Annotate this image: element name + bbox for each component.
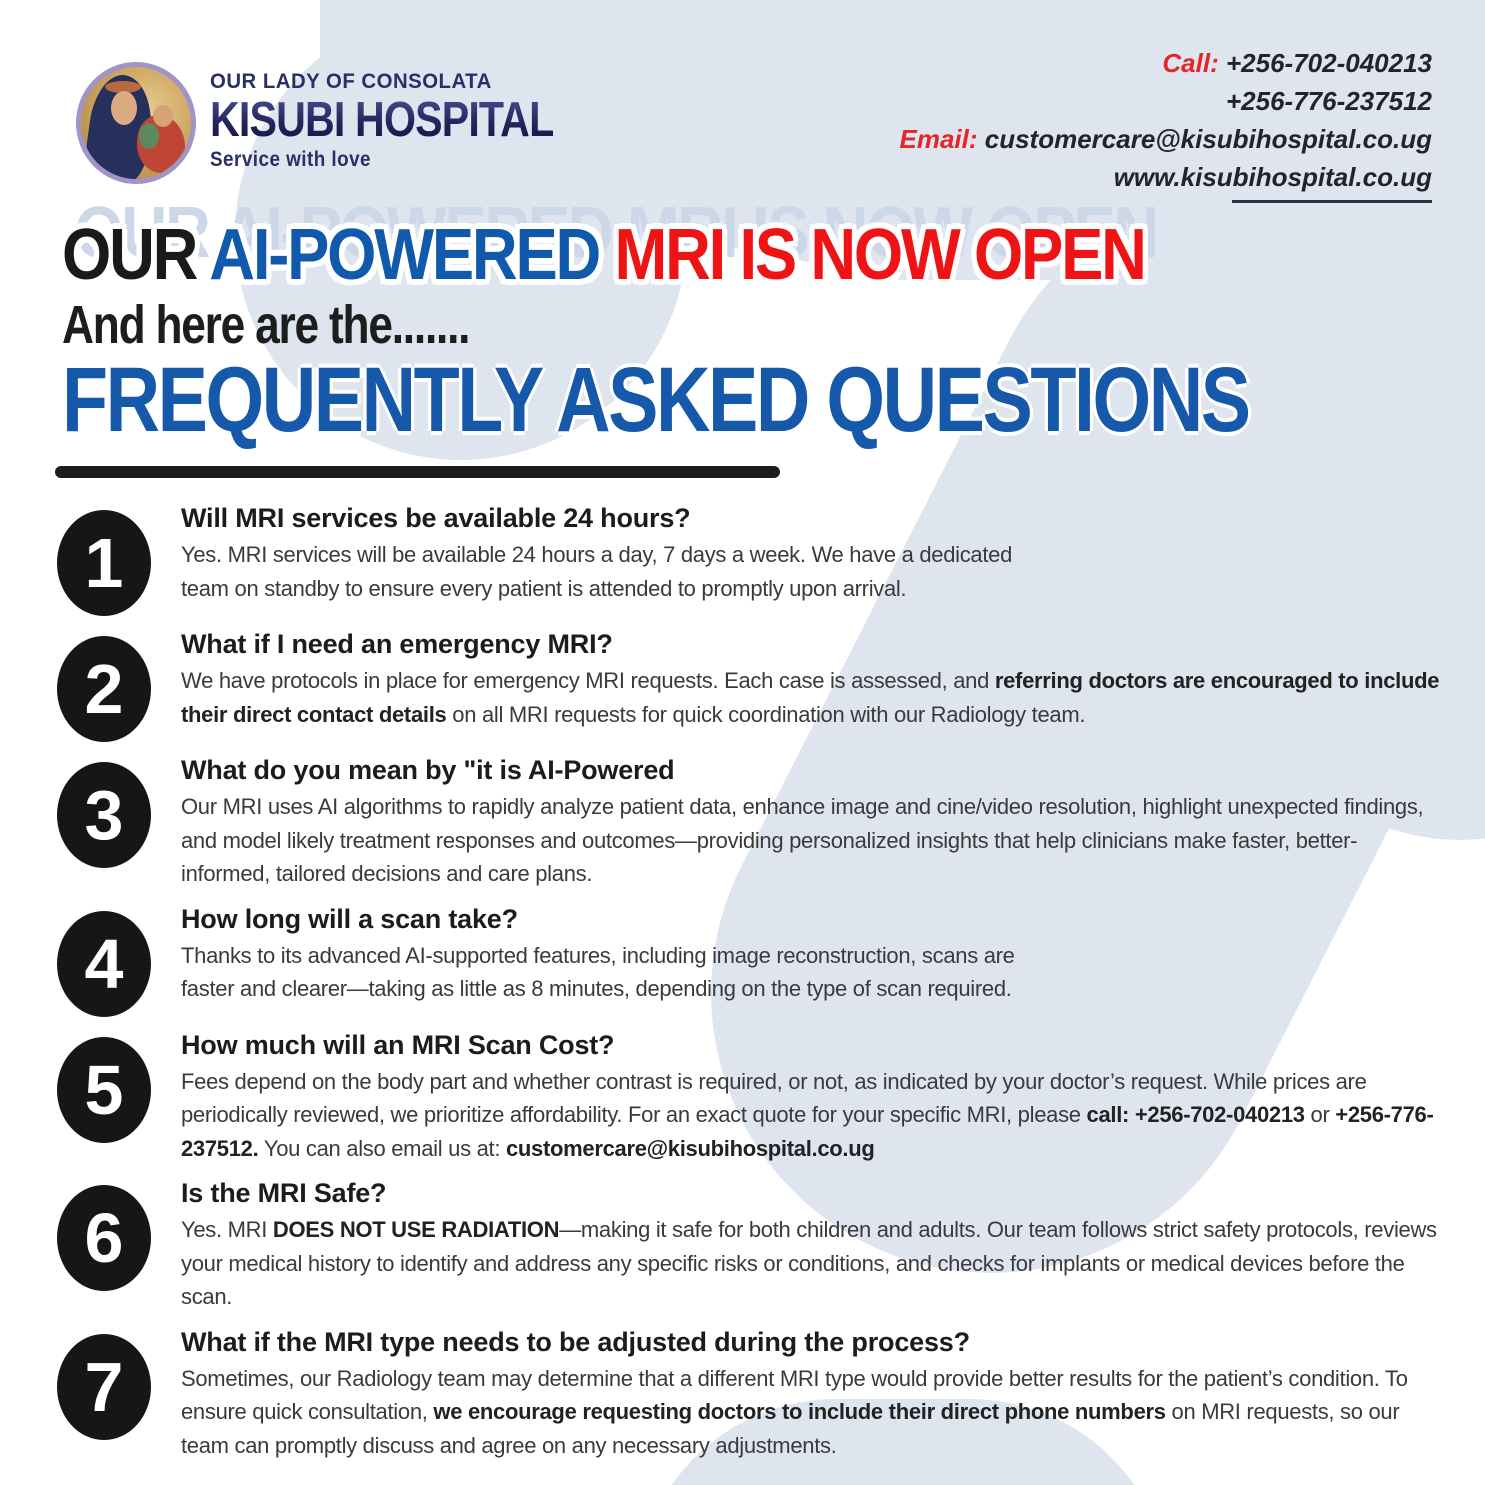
faq-number-badge: 4 [57, 911, 151, 1017]
phone-number-1: +256-702-040213 [1225, 48, 1432, 78]
page-title-faq: FREQUENTLY ASKED QUESTIONS [62, 349, 1249, 451]
headline-line-2: And here are the....... [62, 295, 470, 355]
contact-phone-line-1 [899, 44, 1432, 82]
logo-subtitle: OUR LADY OF CONSOLATA [210, 70, 492, 93]
faq-content [181, 1027, 1441, 1166]
madonna-face-shape [111, 91, 137, 125]
faq-answer: Yes. MRI DOES NOT USE RADIATION—making it safe for both children and adults. Our team follows strict safety protocols, reviews your medical history to identify and address any specific risks or conditions, and checks for implants or medical devices before the scan. [181, 1217, 1437, 1309]
faq-question: Will MRI services be available 24 hours? [181, 503, 691, 533]
faq-item [57, 1175, 1447, 1314]
child-face-shape [153, 105, 173, 127]
faq-number-badge: 3 [57, 762, 151, 868]
faq-answer: We have protocols in place for emergency MRI requests. Each case is assessed, and referring doctors are encouraged to include their direct contact details on all MRI requests for quick coordination with our Radiology team. [181, 668, 1440, 727]
faq-content [181, 901, 1015, 1006]
faq-content [181, 500, 1012, 605]
faq-number-badge: 6 [57, 1185, 151, 1291]
hospital-logo [76, 62, 619, 184]
contact-info-block [899, 44, 1432, 203]
faq-item [57, 500, 1447, 616]
hospital-name: KISUBI HOSPITAL [210, 93, 554, 147]
faq-answer: Sometimes, our Radiology team may determine that a different MRI type would provide better results for the patient’s condition. To ensure quick consultation, we encourage requesting doctors to include their direct phone numbers on MRI requests, so our team can promptly discuss and agree on any necessary adjustments. [181, 1365, 1408, 1458]
faq-number-badge: 5 [57, 1037, 151, 1143]
faq-question: How much will an MRI Scan Cost? [181, 1029, 615, 1060]
faq-content [181, 1175, 1441, 1314]
faq-content [181, 626, 1441, 731]
headline-mri-open: MRI IS NOW OPEN [614, 215, 1145, 295]
faq-number-badge: 1 [57, 510, 151, 616]
faq-answer: Fees depend on the body part and whether contrast is required, or not, as indicated by your doctor’s request. While prices are periodically reviewed, we prioritize affordability. For an exact quote for your specific MRI, please call: +256-702-040213 or +256-776-237512. You can also email us at: customercare@kisubihospital.co.ug [181, 1068, 1434, 1161]
faq-question: What if the MRI type needs to be adjusted during the process? [181, 1326, 970, 1357]
madonna-and-child-logo-icon [76, 62, 196, 184]
faq-content [181, 752, 1441, 891]
email-address: customercare@kisubihospital.co.ug [984, 124, 1432, 154]
contact-underline [1232, 200, 1432, 203]
faq-item [57, 752, 1447, 891]
child-sleeve-shape [139, 123, 159, 149]
faq-question: What do you mean by "it is AI-Powered [181, 755, 675, 785]
faq-answer: Thanks to its advanced AI-supported features, including image reconstruction, scans are faster and clearer—taking as little as 8 minutes, depending on the type of scan required. [181, 942, 1015, 1001]
faq-item [57, 626, 1447, 742]
logo-tagline: Service with love [210, 148, 372, 171]
faq-number-badge: 7 [57, 1334, 151, 1440]
email-label: Email: [899, 124, 978, 154]
headline-our: OUR [62, 215, 197, 295]
faq-item [57, 1324, 1447, 1463]
faq-content [181, 1324, 1441, 1463]
contact-phone-line-2 [899, 82, 1432, 120]
headline-line-1 [62, 215, 1335, 295]
call-label: Call: [1162, 48, 1219, 78]
faq-question: Is the MRI Safe? [181, 1178, 387, 1208]
faq-number-badge: 2 [57, 636, 151, 742]
faq-answer: Yes. MRI services will be available 24 hours a day, 7 days a week. We have a dedicated team on standby to ensure every patient is attended to promptly upon arrival. [181, 542, 1013, 601]
title-divider-bar [55, 466, 780, 478]
faq-answer: Our MRI uses AI algorithms to rapidly analyze patient data, enhance image and cine/video resolution, highlight unexpected findings, and model likely treatment responses and outcomes—providing personalized insights that help clinicians make faster, better-informed, tailored decisions and care plans. [181, 794, 1424, 886]
headline-block [62, 215, 1485, 451]
faq-question: What if I need an emergency MRI? [181, 629, 613, 659]
contact-email-line [899, 120, 1432, 158]
faq-question: How long will a scan take? [181, 903, 518, 934]
website-url: www.kisubihospital.co.ug [1113, 162, 1432, 192]
faq-item [57, 1027, 1447, 1166]
faq-item [57, 901, 1447, 1017]
logo-text-block [210, 62, 619, 172]
faq-list [57, 500, 1447, 1472]
phone-number-2: +256-776-237512 [1225, 86, 1432, 116]
headline-ai-powered: AI-POWERED [209, 215, 600, 295]
